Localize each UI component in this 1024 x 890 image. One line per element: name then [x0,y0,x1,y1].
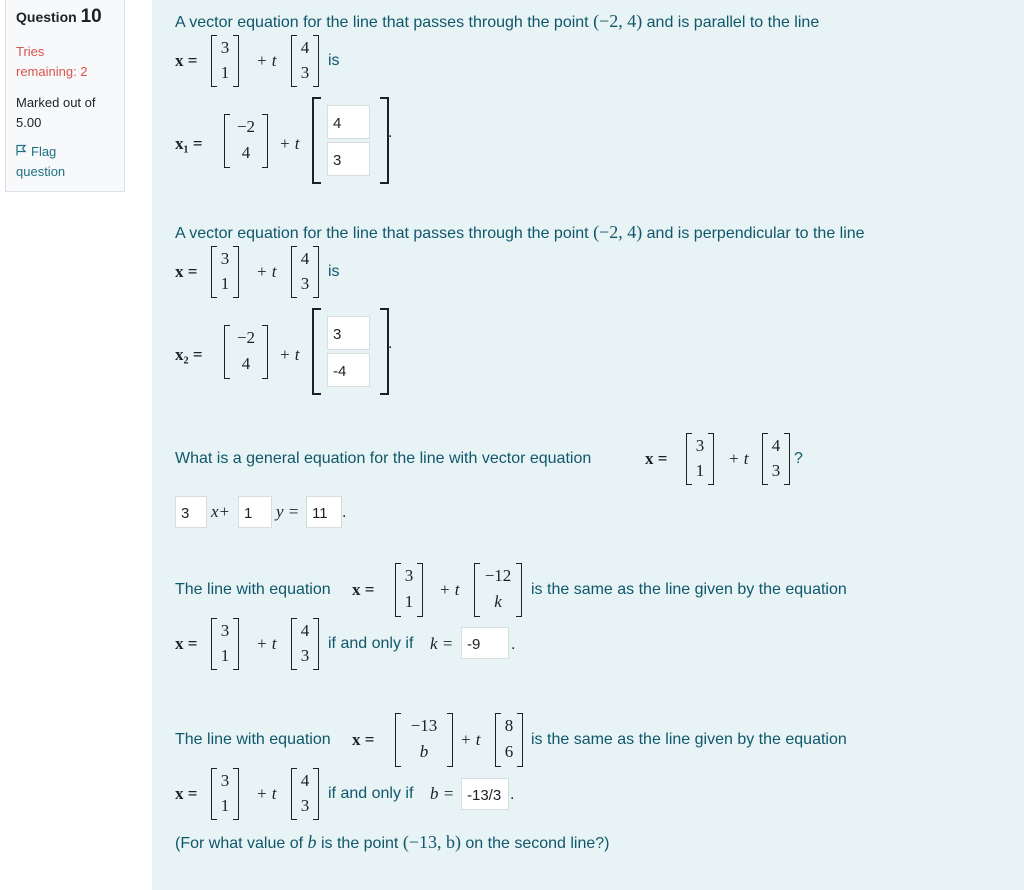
part3-line-dir-matrix [762,433,790,485]
marked-line2: 5.00 [16,115,42,130]
part3-plus-t: + t [728,449,749,468]
hint-b: b [307,832,317,852]
hint-point: (−13, b) [402,832,461,852]
part1-dir-input-1[interactable] [327,105,370,139]
part3-const-input[interactable] [306,496,342,528]
matrix-cell: 3 [404,566,414,585]
part2-line-point-matrix [211,246,239,298]
hint-d: on the second line?) [465,835,610,852]
part3-x-label: x = [645,449,668,468]
part5-vec-dir-matrix [495,713,523,767]
part4-statement-a: The line with equation [175,581,331,598]
question-info-panel [5,0,125,192]
part1-answer-label: x₁ = [175,134,203,153]
part4-k-eq: k = [430,634,454,653]
matrix-cell: 3 [220,771,230,790]
part4-line-dir-matrix [291,618,319,670]
part4-iff: if and only if [328,635,414,652]
matrix-cell: 4 [300,771,310,790]
part2-period: . [388,335,393,352]
part4-vec-dir-matrix [474,563,522,617]
matrix-cell: 3 [220,621,230,640]
part5-hint [175,832,610,854]
matrix-cell: 3 [695,436,705,455]
matrix-cell: 4 [300,621,310,640]
part1-answer-plus-t: + t [279,134,300,153]
part1-stmt-b: and is parallel to the line [646,14,820,31]
part2-answer-plus-t: + t [279,345,300,364]
matrix-cell: 3 [771,461,781,480]
matrix-cell: 4 [300,38,310,57]
part5-vec-point-matrix [395,713,453,767]
part1-dir-input-2[interactable] [327,142,370,176]
part3-coef-x-input[interactable] [175,496,207,528]
part2-point: (−2, 4) [593,222,643,242]
part5-same-text: is the same as the line given by the equation [531,731,847,748]
part3-period: . [342,504,347,521]
matrix-cell: 3 [300,63,310,82]
flag-label: Flag [31,144,57,159]
matrix-cell: 1 [220,646,230,665]
part2-is: is [328,263,340,280]
part5-x-label-2: x = [175,784,198,803]
part3-y-eq: y = [276,502,300,521]
part5-period: . [510,786,515,803]
question-number [16,6,114,28]
question-label: Question [16,9,77,25]
part1-line-point-matrix [211,35,239,87]
part5-line-point-matrix [211,768,239,820]
part1-statement [175,11,819,33]
matrix-cell: 1 [220,274,230,293]
part3-statement: What is a general equation for the line with vector equation [175,450,592,467]
question-content [152,0,1024,890]
flag-question-link[interactable] [16,142,114,182]
part2-answer-point-matrix [224,325,268,379]
matrix-cell: 8 [504,716,514,735]
marked-out-of [16,93,114,133]
part4-plus-t-2: + t [256,634,277,653]
marked-line1: Marked out of [16,95,96,110]
matrix-cell: 4 [241,354,251,373]
part5-b-input[interactable] [461,778,509,810]
matrix-cell: k [494,592,502,611]
part2-stmt-b: and is perpendicular to the line [646,225,865,242]
matrix-cell: 1 [404,592,414,611]
part2-line-dir-matrix [291,246,319,298]
part3-line-point-matrix [686,433,714,485]
part1-x-label: x = [175,51,198,70]
matrix-cell: 3 [220,38,230,57]
matrix-cell: 4 [241,143,251,162]
part1-period: . [388,124,393,141]
matrix-cell: −13 [410,716,438,735]
tries-remaining [16,42,114,82]
matrix-cell: −12 [484,566,512,585]
part5-statement-a: The line with equation [175,731,331,748]
matrix-cell: b [419,742,429,761]
part1-plus-t: + t [256,51,277,70]
matrix-cell: −2 [236,117,256,136]
flag-label-2: question [16,164,66,179]
part4-x-label: x = [352,580,375,599]
part4-vec-point-matrix [395,563,423,617]
tries-line1: Tries [16,44,45,59]
part5-b-eq: b = [430,784,455,803]
part2-dir-input-2[interactable] [327,353,370,387]
hint-c: is the point [320,835,399,852]
part2-stmt-a: A vector equation for the line that passes through the point [175,225,589,242]
matrix-cell: 3 [300,796,310,815]
part1-point: (−2, 4) [593,11,643,31]
part2-dir-input-1[interactable] [327,316,370,350]
question-number-value: 10 [80,6,102,27]
part1-is: is [328,52,340,69]
part1-answer-point-matrix [224,114,268,168]
part5-line-dir-matrix [291,768,319,820]
part1-stmt-a: A vector equation for the line that passes through the point [175,14,589,31]
part2-answer-label: x₂ = [175,345,203,364]
part3-question-mark: ? [794,450,803,467]
part5-x-label: x = [352,730,375,749]
part3-x-plus: x+ [211,502,231,521]
part4-same-text: is the same as the line given by the equation [531,581,847,598]
hint-a: (For what value of [175,835,304,852]
part5-iff: if and only if [328,785,414,802]
matrix-cell: 4 [771,436,781,455]
part4-line-point-matrix [211,618,239,670]
part2-plus-t: + t [256,262,277,281]
part1-line-dir-matrix [291,35,319,87]
matrix-cell: 4 [300,249,310,268]
matrix-cell: 1 [220,63,230,82]
matrix-cell: 1 [695,461,705,480]
part3-coef-y-input[interactable] [238,496,272,528]
matrix-cell: 3 [300,646,310,665]
matrix-cell: −2 [236,328,256,347]
part4-period: . [511,636,516,653]
part4-k-input[interactable] [461,627,509,659]
matrix-cell: 3 [220,249,230,268]
matrix-cell: 1 [220,796,230,815]
part4-x-label-2: x = [175,634,198,653]
part2-statement [175,222,865,244]
flag-icon [16,142,31,162]
part4-plus-t: + t [439,580,460,599]
tries-line2: remaining: 2 [16,64,88,79]
matrix-cell: 3 [300,274,310,293]
part2-x-label: x = [175,262,198,281]
part5-plus-t: + t [460,730,481,749]
matrix-cell: 6 [504,742,514,761]
part5-plus-t-2: + t [256,784,277,803]
